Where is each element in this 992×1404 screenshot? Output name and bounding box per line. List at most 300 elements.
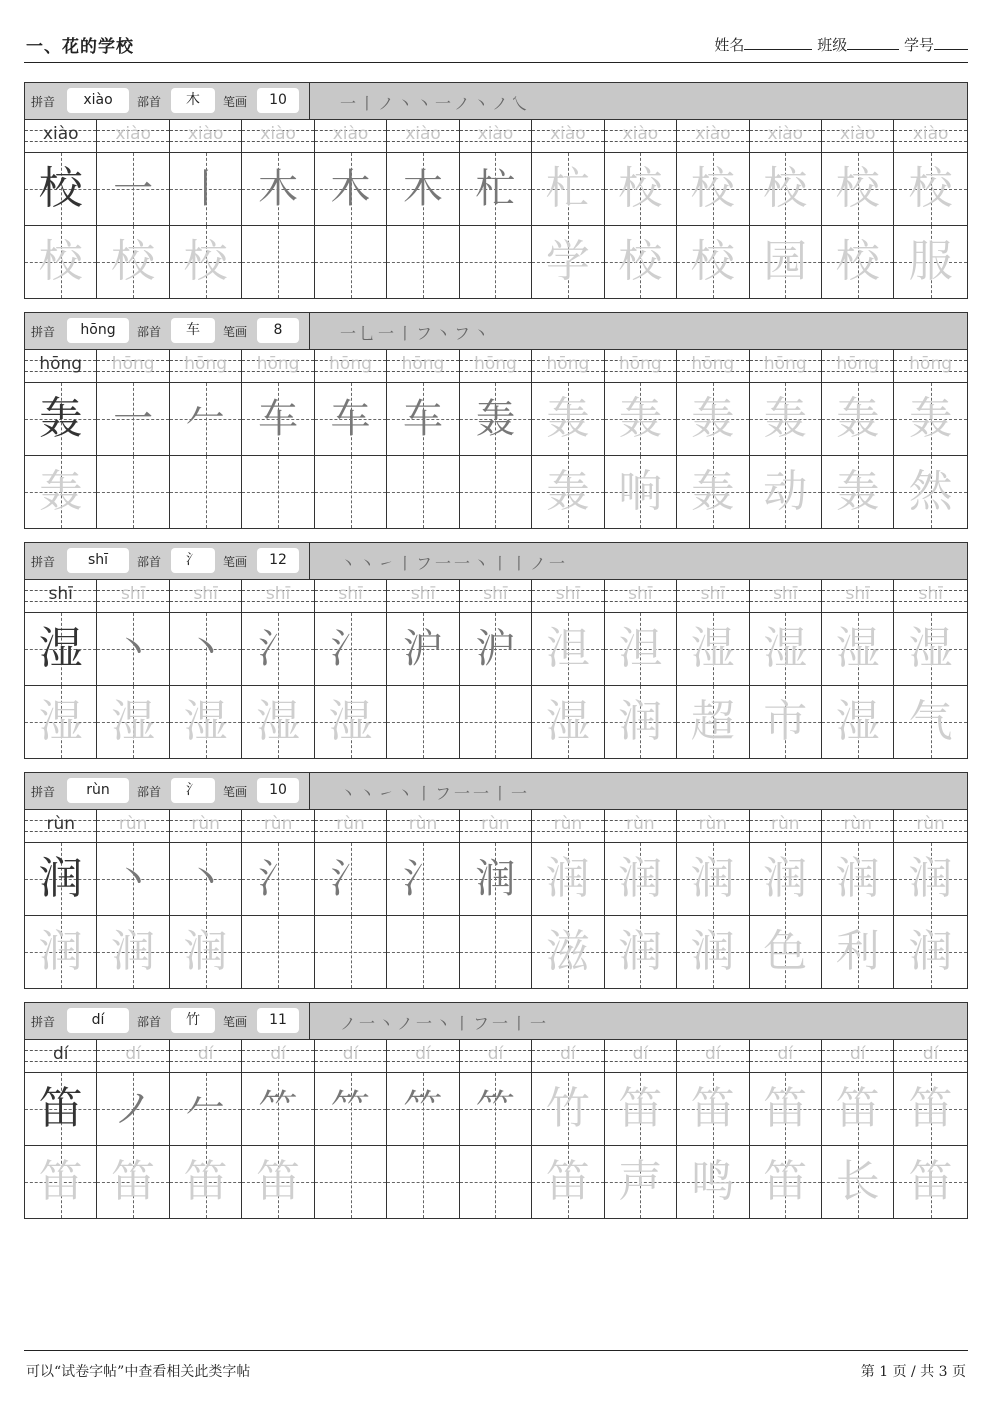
tian-grid-cell[interactable]	[387, 153, 459, 225]
trace-character: 润	[618, 926, 663, 977]
pinyin-cell[interactable]	[387, 1040, 459, 1072]
tian-grid-cell[interactable]	[97, 613, 169, 685]
pinyin-trace: shī	[918, 584, 943, 604]
tian-grid-cell[interactable]	[822, 1146, 894, 1218]
pinyin-cell[interactable]	[315, 580, 387, 612]
tian-grid-cell[interactable]	[677, 843, 749, 915]
tian-grid-cell[interactable]	[822, 1073, 894, 1145]
pinyin-cell[interactable]	[894, 120, 966, 152]
trace-character: 校	[835, 236, 880, 287]
tian-grid-cell[interactable]	[532, 1073, 604, 1145]
pinyin-cell[interactable]	[315, 1040, 387, 1072]
tian-grid-cell[interactable]	[750, 153, 822, 225]
tian-grid-cell[interactable]	[677, 1073, 749, 1145]
tian-grid-cell[interactable]	[750, 916, 822, 988]
tian-grid-cell[interactable]	[170, 1073, 242, 1145]
stroke-sequence: 一丨ノ丶丶一ノ丶ノ乀	[340, 94, 531, 113]
radical-label: 部首	[137, 555, 162, 569]
pinyin-cell[interactable]	[170, 350, 242, 382]
pinyin-cell[interactable]	[460, 350, 532, 382]
tian-grid-cell[interactable]	[387, 686, 459, 758]
tian-grid-cell[interactable]	[242, 843, 314, 915]
trace-character: 木	[402, 166, 443, 212]
pinyin-cell[interactable]	[315, 810, 387, 842]
char-info-bar	[25, 313, 967, 350]
tian-grid-cell[interactable]	[677, 153, 749, 225]
stroke-count-value: 10	[257, 778, 299, 803]
tian-grid-cell[interactable]	[97, 1146, 169, 1218]
pinyin-cell[interactable]	[750, 580, 822, 612]
pinyin-cell[interactable]	[387, 350, 459, 382]
tian-grid-cell[interactable]	[315, 1073, 387, 1145]
pinyin-cell[interactable]	[97, 810, 169, 842]
pinyin-cell[interactable]	[822, 350, 894, 382]
tian-grid-cell[interactable]	[894, 613, 966, 685]
pinyin-trace: rùn	[408, 814, 438, 834]
pinyin-trace: hōng	[184, 354, 227, 374]
tian-grid-cell[interactable]	[532, 153, 604, 225]
tian-grid-cell[interactable]	[605, 686, 677, 758]
tian-grid-cell[interactable]	[532, 1146, 604, 1218]
stroke-count-value: 8	[257, 318, 299, 343]
tian-grid-cell[interactable]	[170, 916, 242, 988]
pinyin-trace: shī	[773, 584, 798, 604]
name-field[interactable]	[744, 35, 812, 50]
char-info-bar	[25, 1003, 967, 1040]
pinyin-trace: dí	[125, 1044, 141, 1064]
trace-character: 丶	[113, 626, 154, 672]
tian-grid-cell[interactable]	[315, 1146, 387, 1218]
trace-character: 笛	[545, 1156, 590, 1207]
tian-grid-cell[interactable]	[25, 916, 97, 988]
pinyin-cell[interactable]	[170, 120, 242, 152]
tian-grid-cell[interactable]	[170, 843, 242, 915]
pinyin-trace: hōng	[763, 354, 807, 374]
pinyin-trace: dí	[52, 1044, 69, 1064]
trace-character: 校	[835, 163, 880, 214]
trace-character: 学	[545, 236, 590, 287]
trace-character: 校	[763, 163, 808, 214]
tian-grid-cell[interactable]	[605, 383, 677, 455]
tian-grid-cell[interactable]	[677, 613, 749, 685]
trace-character: 润	[690, 853, 735, 904]
stroke-order-panel	[309, 313, 967, 349]
tian-grid-cell[interactable]	[460, 613, 532, 685]
page-footer	[24, 1350, 968, 1380]
tian-grid-cell[interactable]	[387, 226, 459, 298]
pinyin-cell[interactable]	[677, 810, 749, 842]
trace-character: 湿	[545, 696, 590, 747]
model-character: 校	[38, 163, 83, 214]
trace-character: 湿	[763, 623, 808, 674]
footer-note: 可以“试卷字帖”中查看相关此类字帖	[26, 1364, 251, 1380]
pinyin-cell[interactable]	[605, 350, 677, 382]
pinyin-cell[interactable]	[605, 580, 677, 612]
tian-grid-cell[interactable]	[605, 613, 677, 685]
tian-grid-cell[interactable]	[532, 686, 604, 758]
pinyin-cell[interactable]	[242, 580, 314, 612]
tian-grid-cell[interactable]	[25, 686, 97, 758]
pinyin-cell[interactable]	[532, 350, 604, 382]
pinyin-trace: shī	[193, 584, 218, 604]
trace-character: 校	[183, 236, 228, 287]
trace-character: 声	[618, 1156, 663, 1207]
trace-character: 笛	[908, 1083, 953, 1134]
trace-character: 服	[908, 236, 953, 287]
tian-grid-cell[interactable]	[387, 383, 459, 455]
radical-value: 氵	[171, 778, 215, 803]
tian-grid-cell[interactable]	[25, 456, 97, 528]
tian-grid-cell[interactable]	[315, 226, 387, 298]
tian-grid-cell[interactable]	[170, 153, 242, 225]
pinyin-cell[interactable]	[25, 350, 97, 382]
tian-grid-cell[interactable]	[822, 383, 894, 455]
pinyin-trace: dí	[777, 1044, 794, 1064]
pinyin-trace: rùn	[191, 814, 220, 834]
tian-grid-cell[interactable]	[750, 843, 822, 915]
tian-grid-cell[interactable]	[460, 226, 532, 298]
pinyin-cell[interactable]	[460, 580, 532, 612]
tian-grid-cell[interactable]	[677, 456, 749, 528]
tian-grid-cell[interactable]	[25, 1073, 97, 1145]
pinyin-cell[interactable]	[677, 350, 749, 382]
pinyin-trace: shī	[555, 584, 581, 604]
tian-grid-cell[interactable]	[97, 916, 169, 988]
trace-character: 湿	[38, 696, 83, 747]
pinyin-cell[interactable]	[605, 810, 677, 842]
tian-grid-cell[interactable]	[605, 916, 677, 988]
tian-grid-cell[interactable]	[242, 1073, 314, 1145]
pinyin-cell[interactable]	[605, 1040, 677, 1072]
tian-grid-cell[interactable]	[315, 916, 387, 988]
tian-grid-cell[interactable]	[97, 383, 169, 455]
tian-grid-cell[interactable]	[387, 1073, 459, 1145]
tian-grid-cell[interactable]	[460, 686, 532, 758]
char-info-bar	[25, 543, 967, 580]
tian-grid-cell[interactable]	[242, 686, 314, 758]
trace-character: 轰	[690, 466, 735, 517]
tian-grid-cell[interactable]	[242, 226, 314, 298]
name-label: 姓名	[714, 36, 745, 54]
pinyin-trace: hōng	[401, 354, 445, 374]
tian-grid-cell[interactable]	[387, 843, 459, 915]
pinyin-cell[interactable]	[387, 580, 459, 612]
tian-grid-cell[interactable]	[25, 226, 97, 298]
pinyin-trace: rùn	[626, 814, 655, 834]
pinyin-cell[interactable]	[750, 1040, 822, 1072]
pinyin-cell[interactable]	[822, 1040, 894, 1072]
tian-grid-cell[interactable]	[750, 383, 822, 455]
tian-grid-cell[interactable]	[97, 153, 169, 225]
trace-character: 润	[111, 926, 156, 977]
pinyin-trace: rùn	[698, 814, 728, 834]
tian-grid-cell[interactable]	[605, 456, 677, 528]
pinyin-cell[interactable]	[25, 1040, 97, 1072]
trace-character: 车	[402, 396, 443, 442]
trace-character: ノ	[113, 1086, 154, 1132]
tian-grid-cell[interactable]	[25, 613, 97, 685]
pinyin-cell[interactable]	[97, 350, 169, 382]
tian-grid-cell[interactable]	[750, 1146, 822, 1218]
stroke-count-label: 笔画	[223, 555, 248, 569]
tian-grid-cell[interactable]	[97, 1073, 169, 1145]
class-field[interactable]	[847, 35, 899, 50]
tian-grid-cell[interactable]	[822, 226, 894, 298]
stroke-order-panel	[309, 543, 967, 579]
trace-character: 润	[183, 926, 228, 977]
trace-character: 润	[545, 853, 590, 904]
tian-grid-cell[interactable]	[97, 456, 169, 528]
trace-character: 校	[111, 236, 156, 287]
tian-grid-cell[interactable]	[822, 153, 894, 225]
pinyin-cell[interactable]	[894, 580, 966, 612]
stroke-order-panel	[309, 773, 967, 809]
tian-grid-cell[interactable]	[460, 153, 532, 225]
tian-grid-cell[interactable]	[460, 843, 532, 915]
stroke-count-label: 笔画	[223, 1015, 248, 1029]
pinyin-trace: xiào	[332, 124, 369, 144]
pinyin-cell[interactable]	[532, 1040, 604, 1072]
tian-grid-cell[interactable]	[894, 226, 966, 298]
pinyin-cell[interactable]	[242, 810, 314, 842]
trace-character: 然	[908, 466, 953, 517]
pinyin-cell[interactable]	[677, 1040, 749, 1072]
id-field[interactable]	[934, 35, 968, 50]
tian-grid-cell[interactable]	[532, 916, 604, 988]
tian-grid-cell[interactable]	[894, 916, 966, 988]
tian-grid-cell[interactable]	[677, 686, 749, 758]
tian-grid-cell[interactable]	[894, 1073, 966, 1145]
tian-grid-cell[interactable]	[822, 686, 894, 758]
pinyin-cell[interactable]	[532, 120, 604, 152]
trace-character: 笛	[908, 1156, 953, 1207]
tian-grid-cell[interactable]	[605, 843, 677, 915]
tian-grid-cell[interactable]	[750, 686, 822, 758]
tian-grid-cell[interactable]	[677, 226, 749, 298]
pinyin-cell[interactable]	[532, 810, 604, 842]
pinyin-trace: rùn	[46, 814, 75, 834]
tian-grid-cell[interactable]	[605, 1073, 677, 1145]
tian-grid-cell[interactable]	[460, 1146, 532, 1218]
trace-character: 滋	[545, 926, 590, 977]
tian-grid-cell[interactable]	[315, 686, 387, 758]
tian-grid-cell[interactable]	[605, 226, 677, 298]
tian-grid-cell[interactable]	[532, 383, 604, 455]
tian-grid-cell[interactable]	[25, 1146, 97, 1218]
pinyin-cell[interactable]	[460, 1040, 532, 1072]
trace-character: 利	[835, 926, 880, 977]
tian-grid-cell[interactable]	[25, 153, 97, 225]
tian-grid-cell[interactable]	[750, 226, 822, 298]
pinyin-cell[interactable]	[242, 120, 314, 152]
trace-character: 笛	[618, 1083, 663, 1134]
trace-character: 丶	[185, 626, 226, 672]
tian-grid-cell[interactable]	[532, 456, 604, 528]
tian-grid-cell[interactable]	[822, 916, 894, 988]
tian-grid-cell[interactable]	[605, 153, 677, 225]
pinyin-cell[interactable]	[750, 810, 822, 842]
tian-grid-cell[interactable]	[750, 1073, 822, 1145]
stroke-sequence: 丶丶㇀丨フ一一丶丨丨ノ一	[340, 554, 569, 573]
tian-grid-cell[interactable]	[242, 153, 314, 225]
tian-grid-cell[interactable]	[532, 226, 604, 298]
pinyin-cell[interactable]	[677, 580, 749, 612]
tian-grid-cell[interactable]	[822, 613, 894, 685]
pinyin-cell[interactable]	[894, 1040, 966, 1072]
pinyin-cell[interactable]	[822, 810, 894, 842]
pinyin-cell[interactable]	[97, 580, 169, 612]
pinyin-cell[interactable]	[25, 810, 97, 842]
tian-grid-cell[interactable]	[25, 383, 97, 455]
tian-grid-cell[interactable]	[242, 916, 314, 988]
trace-character: 湿	[835, 696, 880, 747]
tian-grid-cell[interactable]	[170, 456, 242, 528]
tian-grid-cell[interactable]	[460, 383, 532, 455]
tian-grid-cell[interactable]	[25, 843, 97, 915]
tian-grid-cell[interactable]	[97, 686, 169, 758]
tian-grid-cell[interactable]	[97, 226, 169, 298]
tian-grid-cell[interactable]	[242, 456, 314, 528]
tian-grid-cell[interactable]	[894, 1146, 966, 1218]
trace-character: 笛	[256, 1156, 301, 1207]
tian-grid-cell[interactable]	[677, 383, 749, 455]
trace-character: 轰	[690, 393, 735, 444]
trace-character: 润	[475, 856, 516, 902]
stroke-count-value: 12	[257, 548, 299, 573]
stroke-sequence: ノ一丶ノ一丶丨フ一丨一	[340, 1014, 550, 1033]
tian-grid-cell[interactable]	[170, 686, 242, 758]
pinyin-cell[interactable]	[25, 120, 97, 152]
trace-character: 湿	[908, 623, 953, 674]
stroke-sequence: 一乚一丨フ丶フ丶	[340, 324, 493, 343]
pinyin-trace: dí	[560, 1044, 576, 1064]
tian-grid-cell[interactable]	[677, 916, 749, 988]
stroke-count-label: 笔画	[223, 95, 248, 109]
trace-character: 笛	[111, 1156, 156, 1207]
trace-character: 超	[690, 696, 735, 747]
pinyin-trace: shī	[628, 584, 653, 604]
trace-character: 泹	[618, 623, 663, 674]
pinyin-cell[interactable]	[387, 120, 459, 152]
tian-grid-cell[interactable]	[460, 1073, 532, 1145]
model-character: 笛	[38, 1083, 83, 1134]
pinyin-cell[interactable]	[750, 120, 822, 152]
pinyin-cell[interactable]	[894, 810, 966, 842]
tian-grid-cell[interactable]	[894, 153, 966, 225]
tian-grid-cell[interactable]	[315, 153, 387, 225]
pinyin-cell[interactable]	[242, 350, 314, 382]
tian-grid-cell[interactable]	[242, 613, 314, 685]
pinyin-cell[interactable]	[677, 120, 749, 152]
pinyin-trace: shī	[845, 584, 870, 604]
pinyin-cell[interactable]	[170, 580, 242, 612]
pinyin-cell[interactable]	[97, 120, 169, 152]
tian-grid-cell[interactable]	[894, 456, 966, 528]
tian-grid-cell[interactable]	[387, 456, 459, 528]
trace-character: 湿	[690, 623, 735, 674]
pinyin-cell[interactable]	[460, 810, 532, 842]
tian-grid-cell[interactable]	[170, 613, 242, 685]
pinyin-cell[interactable]	[97, 1040, 169, 1072]
pinyin-trace: dí	[487, 1044, 504, 1064]
tian-grid-cell[interactable]	[460, 916, 532, 988]
pinyin-cell[interactable]	[460, 120, 532, 152]
trace-character: 润	[618, 853, 663, 904]
char-block	[24, 82, 968, 299]
trace-character: 丨	[185, 166, 226, 212]
tian-grid-cell[interactable]	[605, 1146, 677, 1218]
pinyin-cell[interactable]	[822, 580, 894, 612]
tian-grid-cell[interactable]	[242, 383, 314, 455]
trace-character: 轰	[475, 396, 516, 442]
tian-grid-cell[interactable]	[677, 1146, 749, 1218]
trace-character: 校	[38, 236, 83, 287]
tian-grid-cell[interactable]	[750, 456, 822, 528]
pinyin-cell[interactable]	[822, 120, 894, 152]
trace-character: 轰	[545, 393, 590, 444]
tian-grid-cell[interactable]	[315, 613, 387, 685]
pinyin-trace: hōng	[618, 354, 662, 374]
pinyin-trace: rùn	[916, 814, 945, 834]
tian-grid-cell[interactable]	[242, 1146, 314, 1218]
pinyin-cell[interactable]	[25, 580, 97, 612]
tian-grid-cell[interactable]	[750, 613, 822, 685]
tian-grid-cell[interactable]	[894, 686, 966, 758]
pinyin-cell[interactable]	[605, 120, 677, 152]
model-character: 润	[38, 853, 83, 904]
pinyin-cell[interactable]	[315, 120, 387, 152]
tian-grid-cell[interactable]	[315, 843, 387, 915]
tian-grid-cell[interactable]	[532, 843, 604, 915]
tian-grid-cell[interactable]	[894, 843, 966, 915]
tian-grid-cell[interactable]	[315, 383, 387, 455]
pinyin-row	[25, 580, 967, 613]
tian-grid-cell[interactable]	[894, 383, 966, 455]
page-header	[24, 30, 968, 63]
tian-grid-cell[interactable]	[387, 1146, 459, 1218]
tian-grid-cell[interactable]	[387, 916, 459, 988]
pinyin-cell[interactable]	[894, 350, 966, 382]
tian-grid-cell[interactable]	[170, 1146, 242, 1218]
pinyin-trace: shī	[483, 584, 508, 604]
tian-grid-cell[interactable]	[822, 456, 894, 528]
pinyin-trace: dí	[922, 1044, 939, 1064]
tian-grid-cell[interactable]	[822, 843, 894, 915]
trace-character: 杧	[475, 166, 516, 212]
tian-grid-cell[interactable]	[532, 613, 604, 685]
trace-character: 氵	[402, 856, 443, 902]
pinyin-cell[interactable]	[170, 810, 242, 842]
pinyin-cell[interactable]	[315, 350, 387, 382]
stroke-order-panel	[309, 1003, 967, 1039]
pinyin-trace: xiào	[405, 124, 441, 144]
pinyin-cell[interactable]	[170, 1040, 242, 1072]
pinyin-cell[interactable]	[532, 580, 604, 612]
tian-grid-cell[interactable]	[315, 456, 387, 528]
tian-grid-cell[interactable]	[387, 613, 459, 685]
pinyin-cell[interactable]	[387, 810, 459, 842]
pinyin-trace: hōng	[691, 354, 735, 374]
model-character: 湿	[38, 623, 83, 674]
trace-character: 杧	[545, 163, 590, 214]
tian-grid-cell[interactable]	[170, 226, 242, 298]
pinyin-cell[interactable]	[242, 1040, 314, 1072]
tian-grid-cell[interactable]	[97, 843, 169, 915]
tian-grid-cell[interactable]	[460, 456, 532, 528]
pinyin-trace: dí	[705, 1044, 721, 1064]
pinyin-cell[interactable]	[750, 350, 822, 382]
tian-grid-cell[interactable]	[170, 383, 242, 455]
